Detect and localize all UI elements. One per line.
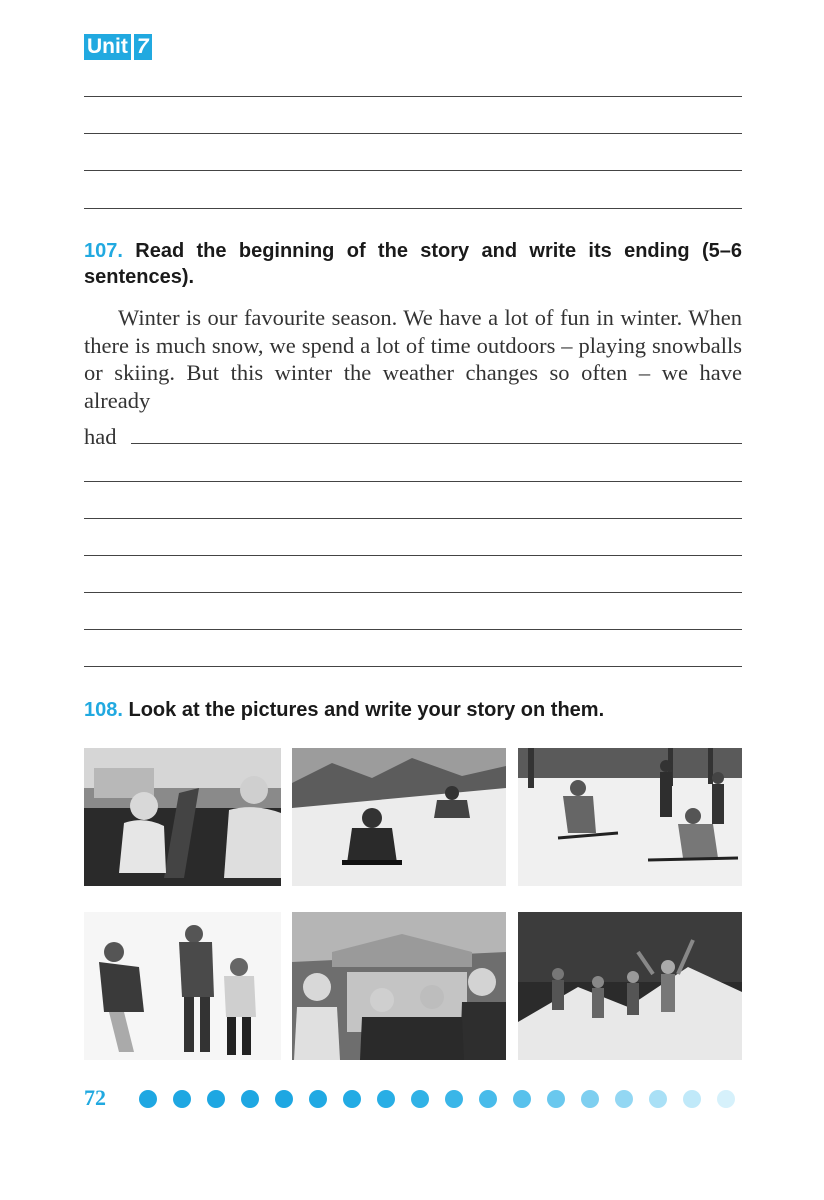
page-number: 72: [84, 1085, 106, 1110]
dot-icon: [411, 1090, 429, 1108]
task-107-instruction: [84, 238, 742, 290]
dot-icon: [275, 1090, 293, 1108]
story-text: Winter is our favourite season. We have a lot of fun in winter. When there is much snow, we spend a lot of time outdoors – playing snowballs or skiing. But this winter the weather changes so often – we have already: [84, 305, 742, 413]
dot-icon: [207, 1090, 225, 1108]
dot-icon: [717, 1090, 735, 1108]
writing-line[interactable]: [84, 96, 742, 97]
snowball-fight-photo: [84, 912, 281, 1060]
jumping-in-mountains-photo: [518, 912, 742, 1060]
dot-icon: [615, 1090, 633, 1108]
unit-number: 7: [134, 34, 152, 60]
dot-icon: [139, 1090, 157, 1108]
unit-badge: [84, 34, 152, 60]
dot-icon: [683, 1090, 701, 1108]
story-continuation-word: had: [84, 424, 117, 449]
task-108-instruction: [84, 697, 742, 723]
children-in-car-photo: [84, 748, 281, 886]
dot-icon: [513, 1090, 531, 1108]
decorative-dots: [139, 1090, 751, 1108]
dot-icon: [377, 1090, 395, 1108]
writing-line[interactable]: [84, 592, 742, 593]
writing-line[interactable]: [84, 555, 742, 556]
writing-line[interactable]: [84, 133, 742, 134]
task-108-text: Look at the pictures and write your story on them.: [128, 699, 605, 721]
task-107-text: Read the beginning of the story and write its ending (5–6 sentences).: [84, 240, 742, 288]
writing-line[interactable]: [84, 208, 742, 209]
sledging-photo: [292, 748, 506, 886]
story-beginning: [84, 304, 742, 414]
task-108-number: 108.: [84, 699, 123, 721]
dot-icon: [241, 1090, 259, 1108]
dot-icon: [649, 1090, 667, 1108]
dot-icon: [309, 1090, 327, 1108]
dot-icon: [581, 1090, 599, 1108]
writing-line[interactable]: [84, 518, 742, 519]
writing-line[interactable]: [84, 481, 742, 482]
dot-icon: [479, 1090, 497, 1108]
skiing-photo: [518, 748, 742, 886]
writing-line[interactable]: [84, 170, 742, 171]
dot-icon: [173, 1090, 191, 1108]
task-107-number: 107.: [84, 240, 123, 262]
writing-line[interactable]: [131, 443, 742, 444]
dot-icon: [343, 1090, 361, 1108]
dot-icon: [547, 1090, 565, 1108]
writing-line[interactable]: [84, 629, 742, 630]
writing-line[interactable]: [84, 666, 742, 667]
dot-icon: [445, 1090, 463, 1108]
unit-label: Unit: [84, 34, 131, 60]
bird-feeder-photo: [292, 912, 506, 1060]
